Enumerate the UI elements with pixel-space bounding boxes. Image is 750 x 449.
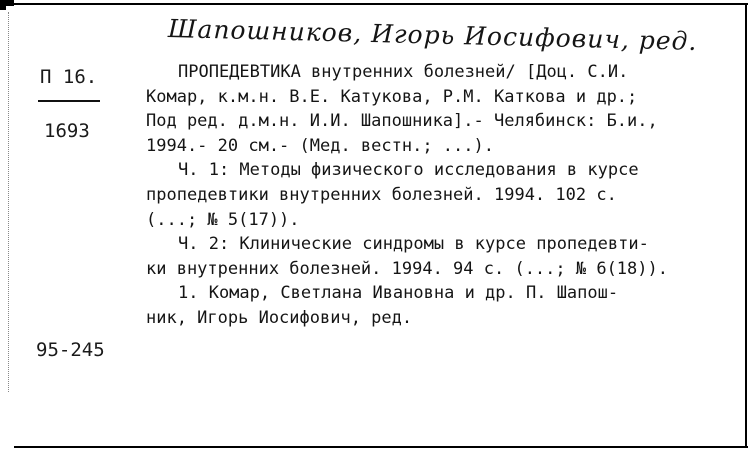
bibliographic-description bbox=[146, 60, 744, 331]
card-border-top bbox=[14, 3, 748, 5]
editor-publisher-line: Под ред. д.м.н. И.И. Шапошника].- Челябинск: Б.и., bbox=[146, 111, 658, 132]
part1-line: Ч. 1: Методы физического исследования в курсе bbox=[178, 160, 639, 181]
shelf-mark-underline bbox=[38, 100, 100, 102]
card-border-right bbox=[745, 3, 747, 447]
part1-series-line: (...; № 5(17)). bbox=[146, 209, 300, 230]
handwritten-editor-note: Шапошников, Игорь Иосифович, ред. bbox=[167, 14, 698, 56]
inventory-number: 1693 bbox=[44, 120, 90, 142]
part2-line: Ч. 2: Клинические синдромы в курсе пропедевти- bbox=[178, 234, 649, 255]
tracings-line: 1. Комар, Светлана Ивановна и др. П. Шапош- bbox=[178, 283, 619, 304]
authors-line: Комар, к.м.н. В.Е. Катукова, Р.М. Каткова и др.; bbox=[146, 86, 638, 107]
shelf-mark: П 16. bbox=[40, 66, 98, 88]
card-left-edge bbox=[8, 12, 10, 392]
corner-mark bbox=[0, 0, 14, 10]
year-series-line: 1994.- 20 см.- (Мед. вестн.; ...). bbox=[146, 135, 494, 156]
accession-number: 95-245 bbox=[36, 339, 105, 361]
tracings-continuation-line: ник, Игорь Иосифович, ред. bbox=[146, 307, 413, 328]
title-line: ПРОПЕДЕВТИКА внутренних болезней/ [Доц. С.И. bbox=[178, 62, 629, 82]
part1-continuation-line: пропедевтики внутренних болезней. 1994. 102 с. bbox=[146, 184, 617, 205]
card-border-bottom bbox=[14, 446, 748, 448]
part2-continuation-line: ки внутренних болезней. 1994. 94 с. (...; № 6(18)). bbox=[146, 258, 668, 279]
